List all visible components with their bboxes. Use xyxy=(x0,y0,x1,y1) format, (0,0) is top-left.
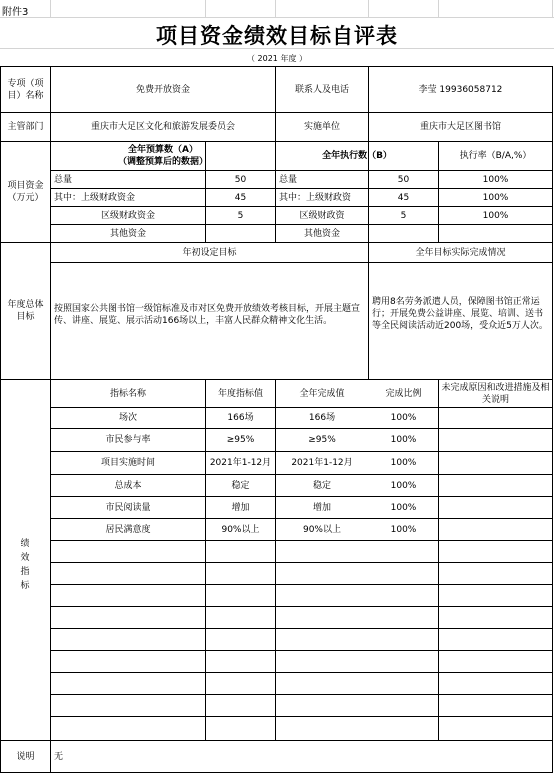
perf-row-ratio: 100% xyxy=(390,480,417,491)
perf-row-target: 90%以上 xyxy=(221,524,260,535)
perf-row-target: 增加 xyxy=(231,502,250,513)
perf-row-done: 166场 xyxy=(308,413,336,423)
remark-value: 无 xyxy=(54,751,64,762)
perf-row-name: 居民满意度 xyxy=(105,524,151,535)
year-label: （ 2021 年度 ） xyxy=(247,54,307,63)
fund-row-exec-label: 总量 xyxy=(279,174,298,185)
unit-label: 实施单位 xyxy=(303,122,340,132)
perf-row-done: 增加 xyxy=(312,502,331,513)
project-name-value: 免费开放资金 xyxy=(135,84,190,95)
fund-row-budget xyxy=(206,225,275,242)
attachment-label: 附件3 xyxy=(2,7,29,18)
remark-label: 说明 xyxy=(16,751,35,762)
perf-header-ratio: 完成比例 xyxy=(385,388,422,399)
fund-row-exec-label: 区级财政资 xyxy=(299,210,345,221)
gridline xyxy=(438,0,439,17)
funds-section-label: 项目资金（万元） xyxy=(7,181,44,203)
perf-row-ratio: 100% xyxy=(390,524,417,535)
fund-row-exec-label: 其他资金 xyxy=(303,228,340,239)
budget-header-title: 全年预算数（A） xyxy=(128,145,198,155)
fund-row-budget: 50 xyxy=(234,174,247,185)
gridline xyxy=(0,17,554,18)
fund-row-exec: 45 xyxy=(397,192,410,203)
perf-row-name: 场次 xyxy=(118,413,137,423)
perf-row-target: ≥95% xyxy=(226,435,255,445)
contact-value: 李莹 19936058712 xyxy=(418,84,503,95)
page-title: 项目资金绩效目标自评表 xyxy=(156,23,398,48)
perf-row-ratio: 100% xyxy=(390,502,417,513)
fund-row-label: 其中：上级财政资金 xyxy=(54,192,136,203)
gridline xyxy=(552,0,553,17)
perf-row-name: 市民阅读量 xyxy=(105,502,151,513)
gridline xyxy=(368,0,369,17)
perf-row-note xyxy=(439,452,552,474)
fund-row-label: 区级财政资金 xyxy=(100,210,155,221)
dept-label: 主管部门 xyxy=(7,122,44,132)
actual-goal-text: 聘用8名劳务派遣人员，保障图书馆正常运行；开展免费公益讲座、展览、培训、送书等全民阅读活动近200场，受众近5万人次。 xyxy=(372,297,548,331)
perf-row-done: 2021年1-12月 xyxy=(291,458,353,468)
perf-row-ratio: 100% xyxy=(390,435,417,445)
gridline xyxy=(50,0,51,17)
perf-row-target: 2021年1-12月 xyxy=(209,458,272,468)
fund-row-rate: 100% xyxy=(482,210,509,221)
perf-header-done: 全年完成值 xyxy=(299,388,345,399)
perf-row-done: ≥95% xyxy=(308,435,336,445)
perf-row-note xyxy=(439,475,552,496)
perf-row-name: 市民参与率 xyxy=(105,435,151,445)
goals-section-label: 年度总体目标 xyxy=(7,300,44,322)
fund-row-rate: 100% xyxy=(482,174,509,185)
perf-row-target: 166场 xyxy=(227,413,254,423)
perf-row-ratio: 100% xyxy=(390,458,417,468)
perf-header-note: 未完成原因和改进措施及相关说明 xyxy=(441,382,550,405)
fund-row-exec: 50 xyxy=(397,174,410,185)
fund-row-label: 总量 xyxy=(54,174,73,185)
project-name-label: 专项（项目）名称 xyxy=(7,78,44,101)
perf-header-name: 指标名称 xyxy=(109,388,146,399)
contact-label: 联系人及电话 xyxy=(294,84,349,95)
perf-row-note xyxy=(439,497,552,518)
perf-row-name: 项目实施时间 xyxy=(100,458,155,468)
set-goal-header: 年初设定目标 xyxy=(182,247,237,258)
rate-header: 执行率（B/A,%） xyxy=(459,151,532,161)
perf-row-done: 90%以上 xyxy=(302,524,341,535)
fund-row-rate xyxy=(439,225,552,242)
fund-row-exec-label: 其中：上级财政资 xyxy=(279,192,352,203)
fund-row-label: 其他资金 xyxy=(109,228,146,239)
fund-row-budget: 5 xyxy=(237,210,244,221)
gridline xyxy=(205,0,206,17)
perf-row-target: 稳定 xyxy=(231,480,250,491)
fund-row-exec: 5 xyxy=(400,210,407,221)
perf-row-note xyxy=(439,408,552,428)
actual-goal-header: 全年目标实际完成情况 xyxy=(415,247,506,258)
dept-value: 重庆市大足区文化和旅游发展委员会 xyxy=(90,122,235,132)
perf-header-target: 年度指标值 xyxy=(217,388,263,399)
budget-header-sub: （调整预算后的数据） xyxy=(117,157,208,167)
perf-row-name: 总成本 xyxy=(114,480,142,491)
fund-row-exec xyxy=(369,225,438,242)
exec-header: 全年执行数（B） xyxy=(322,151,392,161)
set-goal-text: 按照国家公共图书馆一级馆标准及市对区免费开放绩效考核目标，开展主题宣传、讲座、展览、展示活动166场以上，丰富人民群众精神文化生活。 xyxy=(54,304,361,326)
budget-header xyxy=(51,142,275,170)
perf-row-ratio: 100% xyxy=(390,413,417,423)
unit-value: 重庆市大足区图书馆 xyxy=(419,122,501,132)
perf-row-note xyxy=(439,429,552,451)
gridline xyxy=(275,0,276,17)
fund-row-budget: 45 xyxy=(234,192,247,203)
perf-row-note xyxy=(439,519,552,540)
fund-row-rate: 100% xyxy=(482,192,509,203)
perf-row-done: 稳定 xyxy=(312,480,331,491)
performance-section-label: 绩效指标 xyxy=(20,539,30,591)
